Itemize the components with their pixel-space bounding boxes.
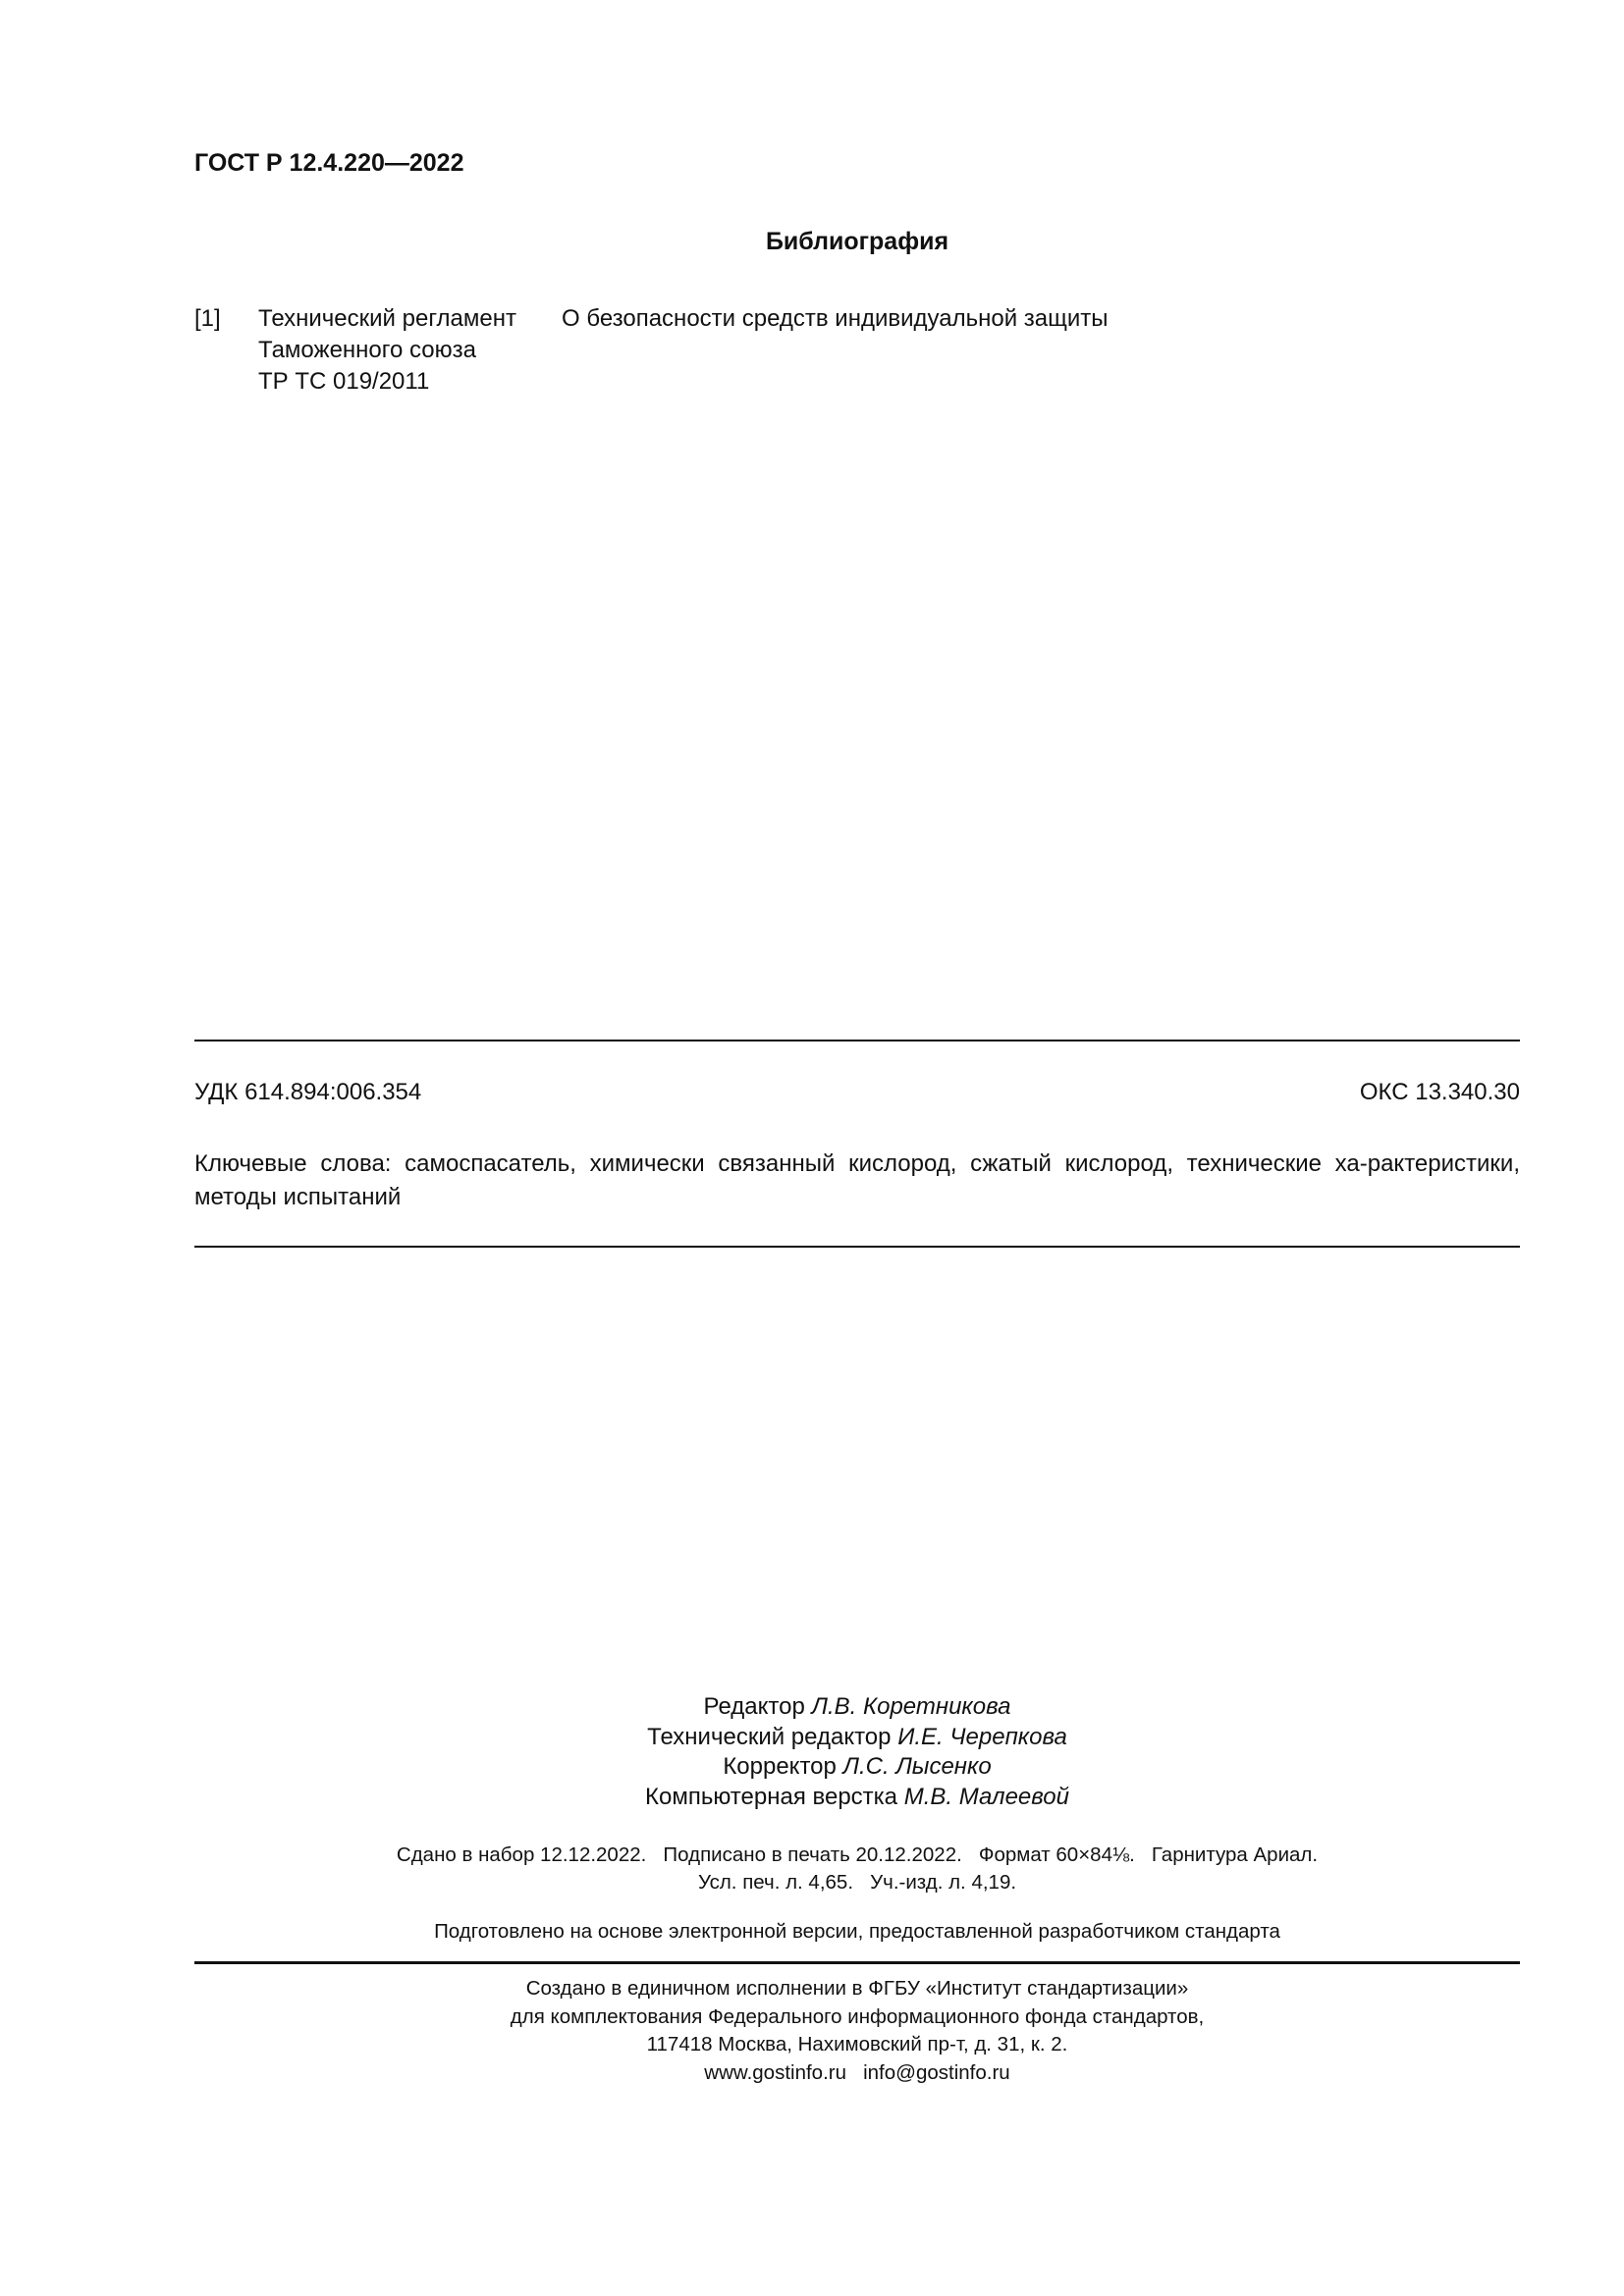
entry-source [258,303,516,398]
print-info-line: Усл. печ. л. 4,65. Уч.-изд. л. 4,19. [697,1870,1017,1894]
print-info [194,1842,1520,1896]
publisher-contacts [194,2059,1520,2088]
credit-name: И.Е. Черепкова [897,1723,1067,1750]
divider [194,1961,1520,1964]
entry-number: [1] [194,305,221,332]
divider [194,1040,1520,1041]
credit-name: Л.В. Коретникова [811,1693,1011,1720]
prepared-note: Подготовлено на основе электронной версии, предоставленной разработчиком стандарта [434,1920,1280,1943]
document-id-header: ГОСТ Р 12.4.220—2022 [194,149,464,177]
credits [194,1692,1520,1812]
divider [194,1246,1520,1248]
email-link[interactable]: info@gostinfo.ru [863,2060,1010,2084]
print-info-line: Сдано в набор 12.12.2022. Подписано в печать 20.12.2022. Формат 60×84⅛. Гарнитура Ариал. [396,1843,1319,1866]
entry-source-line: Технический регламент [258,305,516,332]
oks-code: ОКС 13.340.30 [1359,1079,1520,1105]
credit-line [194,1752,1520,1783]
credit-role: Корректор [723,1753,837,1780]
credit-name: Л.С. Лысенко [842,1753,992,1780]
credit-line [194,1723,1520,1753]
udk-code: УДК 614.894:006.354 [194,1079,422,1105]
website-link[interactable]: www.gostinfo.ru [704,2060,846,2084]
credit-role: Технический редактор [647,1723,892,1750]
entry-source-line: ТР ТС 019/2011 [258,368,430,395]
keywords: Ключевые слова: самоспасатель, химически связанный кислород, сжатый кислород, технические ха-рактеристики, методы испытаний [194,1150,1520,1210]
credit-name: М.В. Малеевой [903,1783,1069,1810]
credit-line [194,1692,1520,1723]
entry-source-line: Таможенного союза [258,337,476,363]
publisher-line: для комплектования Федерального информационного фонда стандартов, [510,2004,1205,2028]
publisher-line: 117418 Москва, Нахимовский пр-т, д. 31, к. 2. [646,2033,1068,2056]
entry-title: О безопасности средств индивидуальной защиты [562,305,1109,332]
credit-role: Компьютерная верстка [645,1783,898,1810]
bibliography-title: Библиография [765,228,949,255]
credit-line [194,1783,1520,1813]
publisher-line: Создано в единичном исполнении в ФГБУ «Институт стандартизации» [525,1977,1189,2000]
publisher-info [194,1975,1520,2087]
credit-role: Редактор [703,1693,805,1720]
